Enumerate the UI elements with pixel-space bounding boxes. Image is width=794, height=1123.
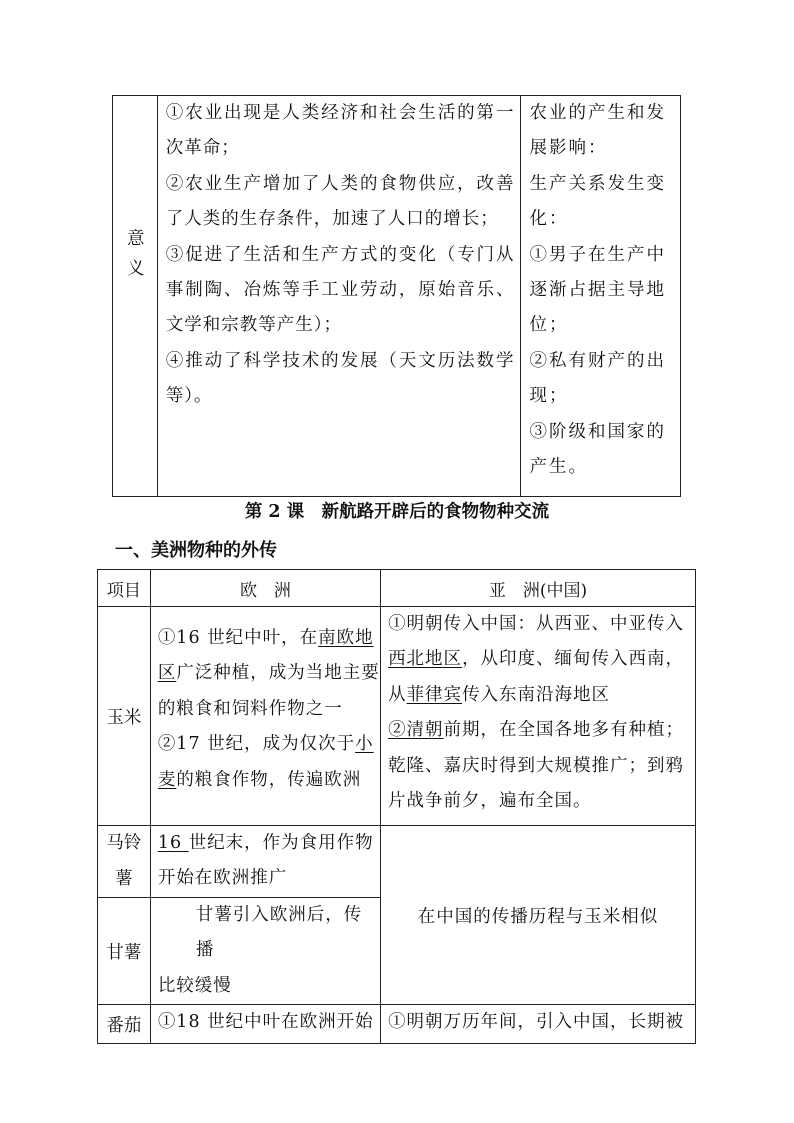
significance-point: ②农业生产增加了人类的食物供应，改善了人类的生存条件，加速了人口的增长； xyxy=(165,173,515,230)
sweet-potato-europe-cell xyxy=(150,898,380,1005)
underlined-term: 西北地区 xyxy=(388,649,463,670)
significance-points xyxy=(158,96,521,415)
underlined-term: 麦 xyxy=(157,769,177,790)
potato-label-cell xyxy=(98,826,151,898)
significance-note-cell xyxy=(521,96,681,497)
corn-label: 玉米 xyxy=(106,707,142,728)
tomato-label-cell xyxy=(98,1005,151,1044)
significance-table xyxy=(112,95,681,497)
note-line: 现； xyxy=(529,386,569,407)
corn-asia-cell xyxy=(381,607,696,826)
sweet-potato-label-cell xyxy=(98,898,151,1005)
note-line: 生产关系发生变 xyxy=(529,173,666,194)
note-line: 产生。 xyxy=(529,457,588,478)
note-line: 化： xyxy=(529,209,569,230)
note-line: ①男子在生产中 xyxy=(529,244,666,265)
significance-point: ④推动了科学技术的发展（天文历法数学等）。 xyxy=(165,350,515,407)
note-line: 展影响： xyxy=(529,138,608,159)
significance-points-cell xyxy=(157,96,521,497)
tomato-europe-cell xyxy=(150,1005,380,1044)
significance-label-cell xyxy=(113,96,158,497)
significance-point: ①农业出现是人类经济和社会生活的第一次革命； xyxy=(165,103,515,159)
sweet-potato-europe-text: 甘薯引入欧洲后，传播 比较缓慢 xyxy=(157,905,363,996)
shared-asia-text: 在中国的传播历程与玉米相似 xyxy=(417,906,659,927)
significance-label: 意义 xyxy=(127,229,145,279)
underlined-term: 菲律宾 xyxy=(406,684,463,705)
corn-europe-cell xyxy=(150,607,380,826)
tomato-label: 番茄 xyxy=(106,1015,142,1036)
section-title: 一、美洲物种的外传 xyxy=(115,540,277,561)
potato-europe-text: 16 世纪末，作为食用作物 开始在欧洲推广 xyxy=(157,833,374,889)
underlined-term: 16 xyxy=(157,833,189,853)
note-line: ②私有财产的出 xyxy=(529,350,666,371)
note-line: 位； xyxy=(529,315,569,336)
header-item: 项目 xyxy=(98,570,151,607)
underlined-term: ②清朝 xyxy=(388,720,444,741)
underlined-term: 南欧地 xyxy=(318,628,374,648)
crops-table xyxy=(97,569,696,1044)
corn-europe-text: ①16 世纪中叶，在南欧地 区广泛种植，成为当地主要 的粮食和饲料作物之一 ②17 世纪，成为仅次于小 麦的粮食作物，传遍欧洲 xyxy=(157,628,380,790)
underlined-term: 小 xyxy=(355,734,374,755)
potato-label: 马铃 薯 xyxy=(106,833,142,889)
sweet-potato-label: 甘薯 xyxy=(106,942,142,963)
significance-point: ③促进了生活和生产方式的变化（专门从事制陶、冶炼等手工业劳动，原始音乐、文学和宗教等产生）； xyxy=(165,244,515,336)
tomato-asia-text: ①明朝万历年间，引入中国，长期被 xyxy=(388,1012,685,1033)
potato-europe-cell xyxy=(150,826,380,898)
corn-asia-text: ①明朝传入中国：从西亚、中亚传入 西北地区，从印度、缅甸传入西南， 从菲律宾传入东南沿海地区 ②清朝前期，在全国各地多有种植； 乾隆、嘉庆时得到大规模推广；到鸦 片战争前夕，遍布全国。 xyxy=(388,614,685,812)
shared-asia-cell xyxy=(381,826,696,1005)
header-asia: 亚 洲(中国) xyxy=(381,570,696,607)
note-line: ③阶级和国家的 xyxy=(529,421,666,442)
note-line: 逐渐占据主导地 xyxy=(529,280,666,301)
underlined-term: 区 xyxy=(157,663,177,684)
corn-label-cell xyxy=(98,607,151,826)
tomato-europe-text: ①18 世纪中叶在欧洲开始 xyxy=(157,1012,374,1033)
lesson-title: 第 2 课 新航路开辟后的食物物种交流 xyxy=(244,502,550,522)
note-line: 农业的产生和发 xyxy=(529,103,666,123)
header-europe: 欧 洲 xyxy=(150,570,380,607)
tomato-asia-cell xyxy=(381,1005,696,1044)
significance-note xyxy=(521,96,680,485)
